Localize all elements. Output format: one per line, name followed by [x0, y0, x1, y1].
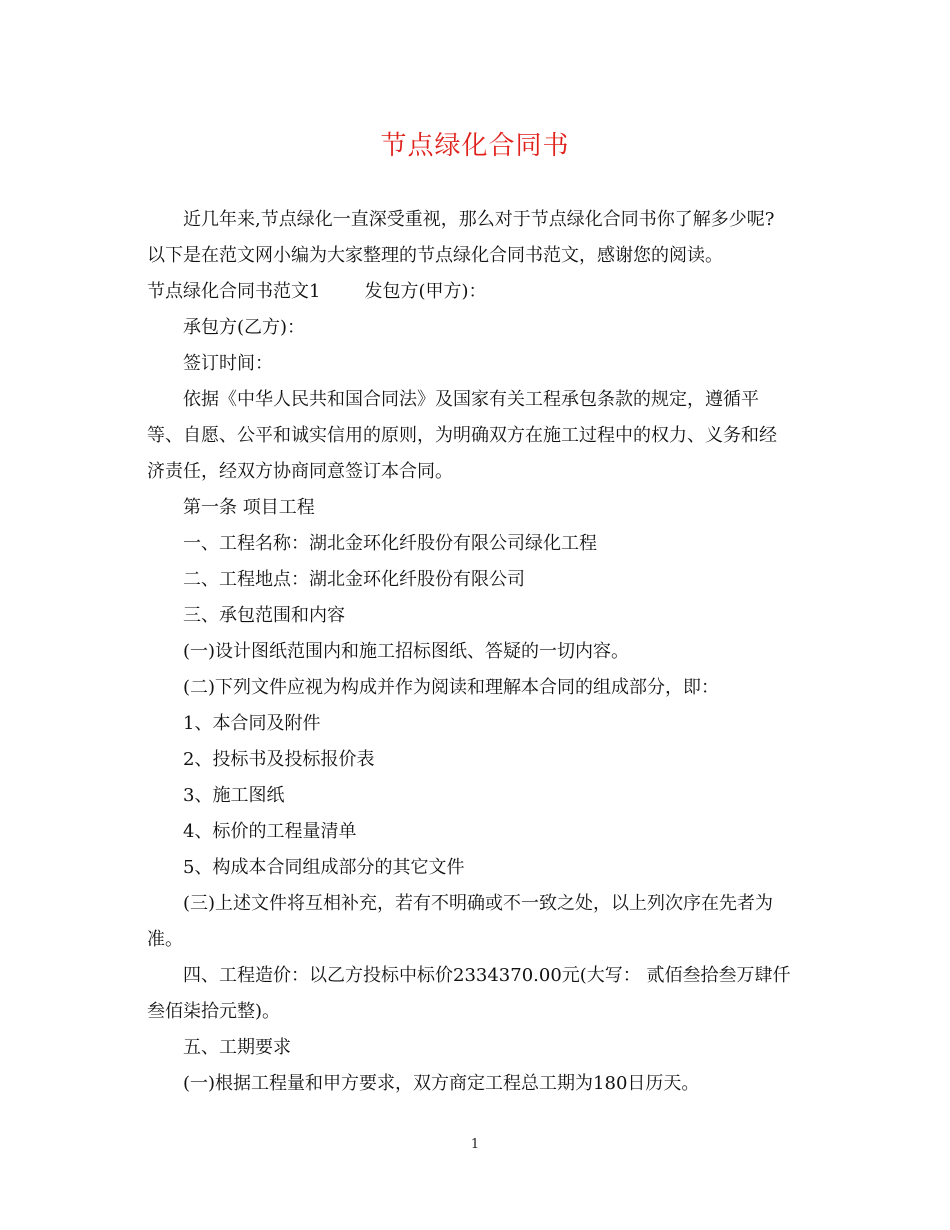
scope-sub-2: (二)下列文件应视为构成并作为阅读和理解本合同的组成部分，即：: [183, 677, 720, 698]
intro-line-2: 以下是在范文网小编为大家整理的节点绿化合同书范文，感谢您的阅读。: [147, 245, 723, 266]
list-item: 1、本合同及附件: [183, 713, 321, 734]
project-name: 一、工程名称：湖北金环化纤股份有限公司绿化工程: [183, 533, 597, 554]
article-1-heading: 第一条 项目工程: [183, 497, 315, 518]
project-location: 二、工程地点：湖北金环化纤股份有限公司: [183, 569, 525, 590]
document-body: [147, 202, 807, 1102]
page-number: 1: [470, 1137, 480, 1152]
list-item: 4、标价的工程量清单: [183, 821, 357, 842]
party-a-label: 发包方(甲方)：: [364, 281, 487, 302]
sample-heading-line: [147, 274, 807, 310]
document-title: 节点绿化合同书: [380, 131, 570, 161]
scope-sub-3-line-2: 准。: [147, 929, 183, 950]
contract-price-line-2: 叁佰柒拾元整)。: [147, 1001, 281, 1022]
list-item: 3、施工图纸: [183, 785, 285, 806]
list-item: 5、构成本合同组成部分的其它文件: [183, 857, 465, 878]
sample-heading: 节点绿化合同书范文1: [147, 281, 321, 302]
contract-price-line-1: 四、工程造价：以乙方投标中标价2334370.00元(大写： 贰佰叁拾叁万肆仟: [183, 965, 791, 986]
list-item: 2、投标书及投标报价表: [183, 749, 375, 770]
scope-sub-1: (一)设计图纸范围内和施工招标图纸、答疑的一切内容。: [183, 641, 630, 662]
schedule-heading: 五、工期要求: [183, 1037, 291, 1058]
party-b-label: 承包方(乙方)：: [183, 317, 306, 338]
basis-line-1: 依据《中华人民共和国合同法》及国家有关工程承包条款的规定，遵循平: [183, 389, 759, 410]
basis-line-3: 济责任，经双方协商同意签订本合同。: [147, 461, 453, 482]
scope-heading: 三、承包范围和内容: [183, 605, 345, 626]
intro-line-1: 近几年来,节点绿化一直深受重视，那么对于节点绿化合同书你了解多少呢?: [183, 209, 775, 230]
basis-line-2: 等、自愿、公平和诚实信用的原则，为明确双方在施工过程中的权力、义务和经: [147, 425, 777, 446]
scope-sub-3-line-1: (三)上述文件将互相补充，若有不明确或不一致之处，以上列次序在先者为: [183, 893, 774, 914]
sign-time-label: 签订时间：: [183, 353, 273, 374]
schedule-sub-1: (一)根据工程量和甲方要求，双方商定工程总工期为180日历天。: [183, 1073, 700, 1094]
